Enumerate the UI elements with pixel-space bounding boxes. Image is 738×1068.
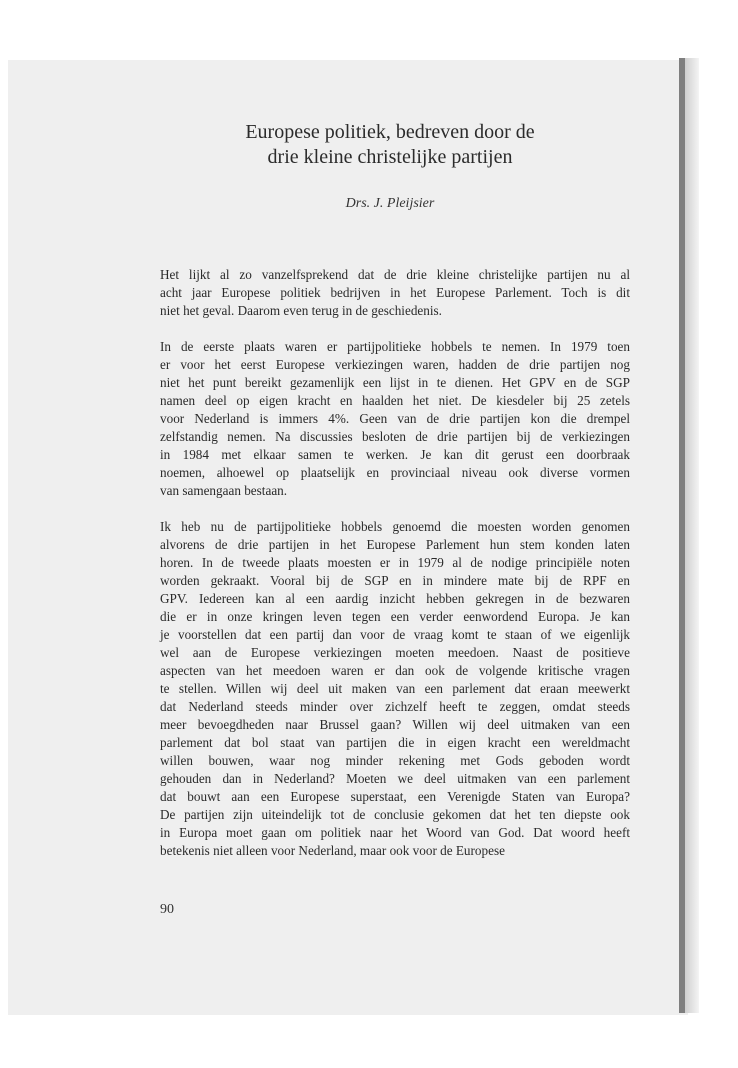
text-line: GPV. Iedereen kan al een aardig inzicht hebben gekregen in de bezwaren bbox=[160, 591, 630, 606]
body-paragraph bbox=[160, 338, 630, 500]
text-line: betekenis niet alleen voor Nederland, maar ook voor de Europese bbox=[160, 843, 505, 858]
article-body bbox=[160, 266, 630, 878]
text-line: te stellen. Willen wij deel uit maken van een parlement dat eraan meewerkt bbox=[160, 681, 630, 696]
text-line: meer bevoegdheden naar Brussel gaan? Willen wij deel uitmaken van een bbox=[160, 717, 630, 732]
text-line: alvorens de drie partijen in het Europese Parlement hun stem konden laten bbox=[160, 537, 630, 552]
text-line: noemen, alhoewel op plaatselijk en provinciaal niveau ook diverse vormen bbox=[160, 465, 630, 480]
text-line: niet het geval. Daarom even terug in de geschiedenis. bbox=[160, 303, 442, 318]
text-line: In de eerste plaats waren er partijpolitieke hobbels te nemen. In 1979 toen bbox=[160, 339, 630, 354]
text-line: je voorstellen dat een partij dan voor de vraag komt te staan of we eigenlijk bbox=[160, 627, 630, 642]
text-line: worden gekraakt. Vooral bij de SGP en in mindere mate bij de RPF en bbox=[160, 573, 630, 588]
article-title-line-1: Europese politiek, bedreven door de bbox=[245, 121, 535, 143]
text-line: gehouden dan in Nederland? Moeten we deel uitmaken van een parlement bbox=[160, 771, 630, 786]
body-paragraph bbox=[160, 266, 630, 320]
text-line: er voor het eerst Europese verkiezingen waren, hadden de drie partijen nog bbox=[160, 357, 630, 372]
text-line: Het lijkt al zo vanzelfsprekend dat de drie kleine christelijke partijen nu al bbox=[160, 267, 630, 282]
text-line: aspecten van het meedoen waren er dan ook de volgende kritische vragen bbox=[160, 663, 630, 678]
text-line: namen deel op eigen kracht en haalden het niet. De kiesdeler bij 25 zetels bbox=[160, 393, 630, 408]
text-line: in Europa moet gaan om politiek naar het Woord van God. Dat woord heeft bbox=[160, 825, 630, 840]
text-line: willen bouwen, waar nog minder rekening met Gods geboden wordt bbox=[160, 753, 630, 768]
text-line: acht jaar Europese politiek bedrijven in het Europese Parlement. Toch is dit bbox=[160, 285, 630, 300]
text-line: Ik heb nu de partijpolitieke hobbels genoemd die moesten worden genomen bbox=[160, 519, 630, 534]
text-line: parlement dat bol staat van partijen die in eigen kracht een wereldmacht bbox=[160, 735, 630, 750]
text-line: horen. In de tweede plaats moesten er in 1979 al de nodige principiële noten bbox=[160, 555, 630, 570]
text-line: dat Nederland steeds minder over zichzelf heeft te zeggen, omdat steeds bbox=[160, 699, 630, 714]
text-line: van samengaan bestaan. bbox=[160, 483, 288, 498]
author-byline: Drs. J. Pleijsier bbox=[345, 196, 435, 211]
text-line: niet het punt bereikt gezamenlijk een lijst in te dienen. Het GPV en de SGP bbox=[160, 375, 630, 390]
text-line: wel aan de Europese verkiezingen moeten meedoen. Naast de positieve bbox=[160, 645, 630, 660]
text-line: in 1984 met elkaar samen te werken. Je kan dit gerust een doorbraak bbox=[160, 447, 630, 462]
body-paragraph bbox=[160, 518, 630, 860]
article-title-line-2: drie kleine christelijke partijen bbox=[267, 146, 513, 168]
text-line: zelfstandig nemen. Na discussies besloten de drie partijen bij de verkiezingen bbox=[160, 429, 630, 444]
text-line: dat bouwt aan een Europese superstaat, een Verenigde Staten van Europa? bbox=[160, 789, 630, 804]
page-number: 90 bbox=[160, 902, 174, 917]
text-line: De partijen zijn uiteindelijk tot de conclusie gekomen dat het ten diepste ook bbox=[160, 807, 630, 822]
text-line: voor Nederland is immers 4%. Geen van de drie partijen kon die drempel bbox=[160, 411, 630, 426]
page-edge-gradient bbox=[685, 58, 699, 1013]
article-title bbox=[150, 120, 630, 170]
text-line: die er in onze kringen leven tegen een verder eenwordend Europa. Je kan bbox=[160, 609, 630, 624]
